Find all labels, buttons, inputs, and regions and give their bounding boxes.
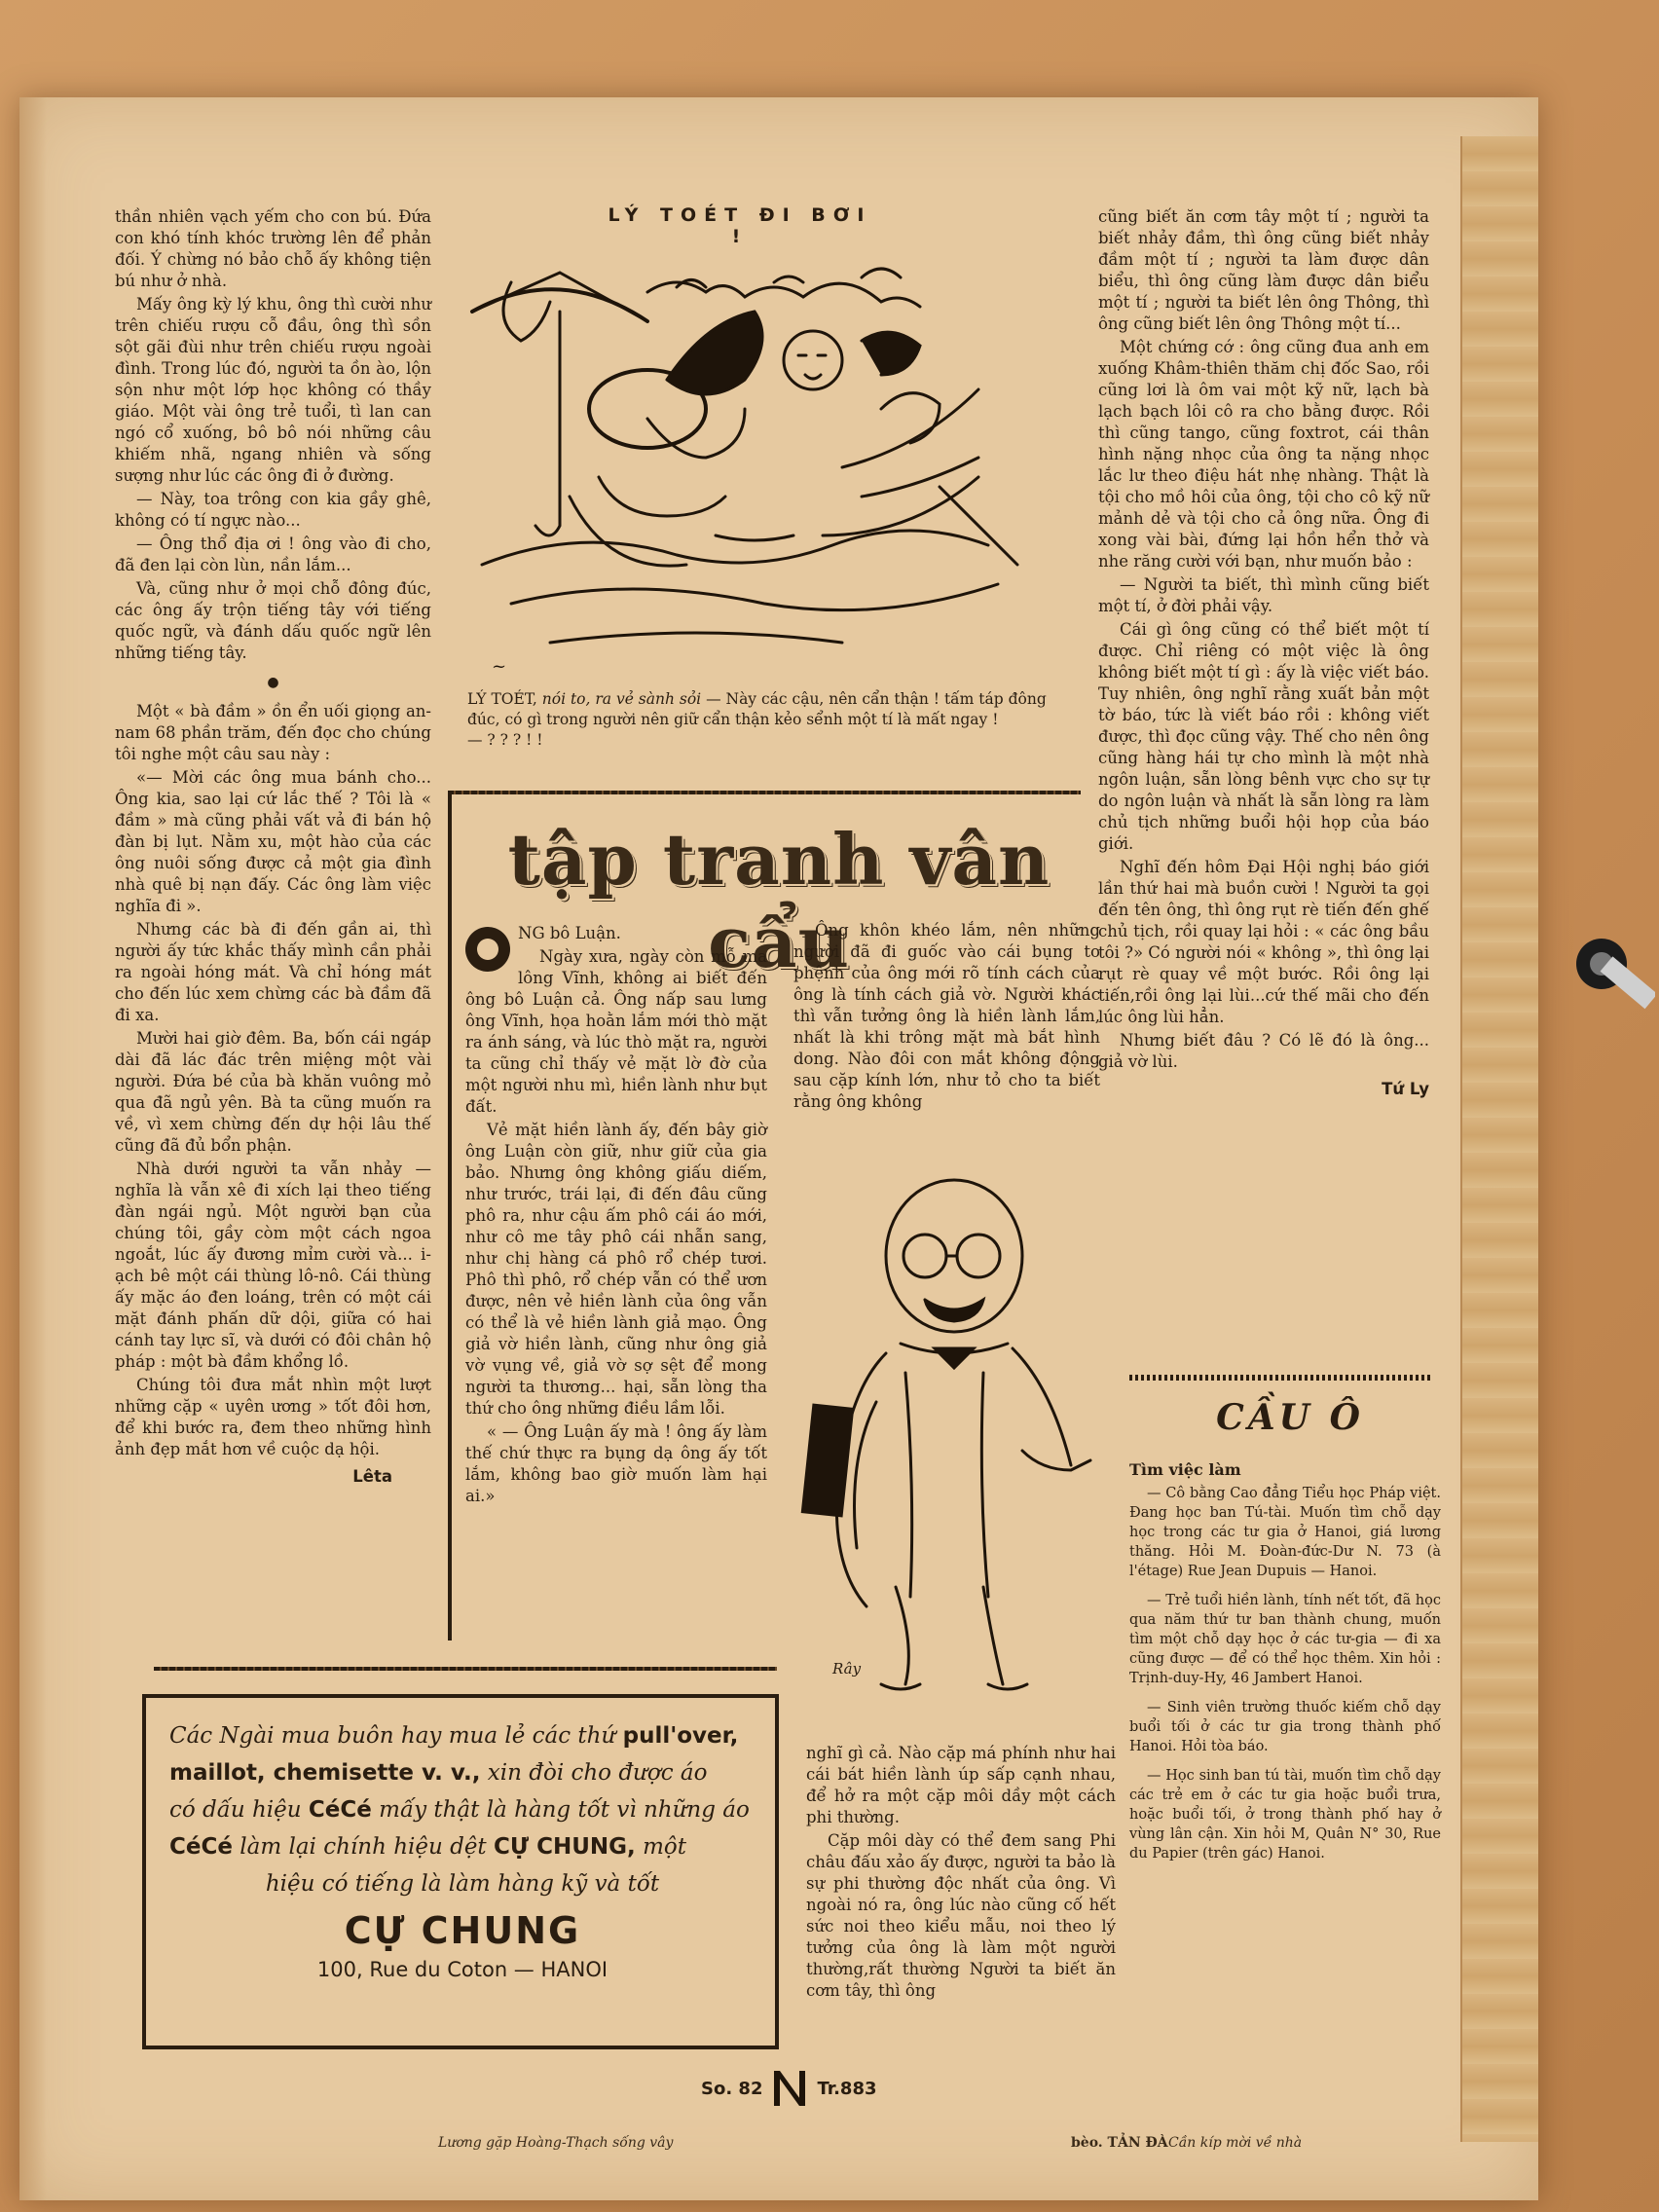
caption-text: — Này các cậu, nên cẩn thận ! tấm táp đông đúc, có gì trong người nên giữ cẩn thận kẻo sểnh một tí là mất ngay !: [467, 690, 1047, 728]
classified-item: — Trẻ tuổi hiền lành, tính nết tốt, đã học qua năm thứ tư ban thành chung, muốn tìm một chỗ dạy học ở các tư-gia — đi xa cũng được — để có thể học thêm. Xin hỏi : Trịnh-duy-Hy, 46 Jambert Hanoi.: [1129, 1593, 1441, 1686]
col4-paragraph: Nhưng biết đâu ? Có lẽ đó là ông... giả vờ lùi.: [1098, 1031, 1429, 1071]
ad-text-segment: một: [643, 1834, 686, 1860]
col1-paragraph: Mười hai giờ đêm. Ba, bốn cái ngáp dài đã lác đác trên miệng một vài người. Đứa bé của bà khăn vuông mỏ qua đã ngủ yên. Bà ta cũng muốn ra về, vì xem chừng đến dự hội lâu thế cũng đã đủ bổn phận.: [115, 1029, 431, 1155]
article-column-b: [793, 920, 1100, 1115]
ad-brand-name: CỰ CHUNG: [344, 1909, 581, 1952]
page-fold-shadow: [19, 97, 47, 2200]
col1-paragraph: thần nhiên vạch yếm cho con bú. Đứa con khó tính khóc trường lên để phản đối. Ý chừng nó bảo chỗ ấy không tiện bú như ở nhà.: [115, 207, 431, 290]
ad-brand-mark: CéCé: [308, 1797, 372, 1823]
cartoon-caption: [467, 689, 1061, 751]
ngay-nay-logo-icon: [770, 2069, 809, 2108]
col4-paragraph: Cái gì ông cũng có thể biết một tí được. Chỉ riêng có một việc là ông không biết một tí gì : ấy là việc viết báo. Tuy nhiên, ông nghĩ rằng xuất bản một tờ báo, tức là viết báo rồi : không viết được, thì đọc cũng vậy. Thế cho nên ông cũng hàng hái tự cho mình là một nhà ngôn luận, sẵn lòng bênh vực cho sự tự do ngôn luận và nhất là sẵn lòng ra làm chủ tịch những buổi hội họp của báo giới.: [1098, 620, 1429, 853]
ad-address: 100, Rue du Coton — HANOI: [316, 1958, 608, 1981]
strip-right-text: Cần kíp mời về nhà: [1168, 2135, 1303, 2151]
cartoon-illustration: [453, 243, 1076, 682]
page-number: Tr.883: [817, 2078, 877, 2099]
ad-text-segment: xin đòi cho được áo: [487, 1760, 708, 1786]
column-1: [115, 206, 431, 1488]
ad-text-segment: hiệu có tiếng là làm hàng kỹ và tốt: [265, 1871, 660, 1897]
col1-signature: Lêta: [352, 1467, 392, 1486]
article-paragraph: NG bô Luận.: [518, 924, 621, 942]
col1-paragraph: Và, cũng như ở mọi chỗ đông đúc, các ông ấy trộn tiếng tây với tiếng quốc ngữ, và đánh dấu quốc ngữ lên những tiếng tây.: [115, 579, 431, 662]
article-paragraph: Ngày xưa, ngày còn mỗ ma lông Vĩnh, không ai biết đến ông bô Luận cả. Ông nấp sau lưng ông Vĩnh, họa hoằn lắm mới thò mặt ra ánh sáng, và lúc thò mặt ra, người ta cũng chỉ thấy vẻ mặt lờ đờ của một người nhu mì, hiền lành như bụt đất.: [465, 947, 767, 1116]
col1-paragraph: Chúng tôi đưa mắt nhìn một lượt những cặp « uyên ương » tốt đôi hơn, để khi bước ra, đem theo những hình ảnh đẹp mắt hơn về cuộc dạ hội.: [115, 1376, 431, 1458]
ad-text-segment: Các Ngài mua buôn hay mua lẻ các thứ: [169, 1723, 616, 1749]
binder-ring-icon: [1567, 915, 1655, 1013]
article-paragraph: Ông khôn khéo lắm, nên những người đã đi guốc vào cái bụng to phệnh của ông mới rõ tính cách của ông là tính cách giả vờ. Người khác thì vẫn tưởng ông là hiền lành lắm, nhất là khi trông mặt mà bắt hình dong. Nào đôi con mắt không động sau cặp kính lớn, như tỏ cho ta biết rằng ông không: [793, 921, 1100, 1111]
ad-text-segment: mấy thật là hàng tốt vì những áo: [379, 1797, 750, 1823]
ad-text-segment: CỰ CHUNG,: [494, 1834, 636, 1860]
caption-speaker: LÝ TOÉT,: [467, 690, 537, 708]
col1-paragraph: — Ông thổ địa ơi ! ông vào đi cho, đã đen lại còn lùn, nần lắm...: [115, 535, 431, 574]
col4-signature: Tứ Ly: [1382, 1080, 1429, 1098]
article-left-rule: [448, 793, 456, 1641]
ad-text-segment: có dấu hiệu: [169, 1797, 302, 1823]
page-edge-stack: [1460, 136, 1538, 2142]
portrait-signature: Rây: [832, 1660, 862, 1677]
article-paragraph: Cặp môi dày có thể đem sang Phi châu đấu xảo ấy được, người ta bảo là sự phi thường độc nhất của ông. Vì ngoài nó ra, ông lúc nào cũng cố hết sức noi theo kiểu mẫu, noi theo lý tưởng của ông là làm một người thường,rất thường Người ta biết ăn cơm tây, thì ông: [806, 1831, 1116, 2000]
article-paragraph: « — Ông Luận ấy mà ! ông ấy làm thế chứ thực ra bụng dạ ông ấy tốt lắm, không bao giờ muốn làm hại ai.»: [465, 1422, 767, 1505]
article-paragraph: Vẻ mặt hiền lành ấy, đến bây giờ ông Luận còn giữ, như giữ của gia bảo. Nhưng ông không giấu diếm, như trước, trái lại, đi đến đâu cũng phô ra, như cậu ấm phô cái áo mới, như cô me tây phô cái nhẫn sang, như chị hàng cá phô rổ chép tươi. Phô thì phô, rổ chép vẫn có thể ươn được, nên vẻ hiền lành của ông vẫn có thể là vẻ hiền lành giả mạo. Ông giả vờ hiền lành, cũng như ông giả vờ vụng về, giả vờ sợ sệt để mong người ta thương... hại, sẵn lòng tha thứ cho ông những điều lầm lỗi.: [465, 1121, 767, 1418]
col1-paragraph: — Này, toa trông con kia gầy ghê, không có tí ngực nào...: [115, 490, 431, 530]
dropcap-o: [465, 927, 510, 972]
caption-reply: — ? ? ? ! !: [467, 731, 543, 749]
col1-paragraph: Mấy ông kỳ lý khu, ông thì cười như trên chiếu rượu cỗ đầu, ông thì sồn sột gãi đùi như trên chiếu rượu ngoài đình. Trong lúc đó, người ta ồn ào, lộn sộn như một lớp học không có thầy giáo. Một vài ông trẻ tuổi, tì lan can ngó cổ xuống, bô bô nói những câu khiếm nhã, ngang nhiên và sống sượng như lúc các ông đi ở đường.: [115, 295, 431, 485]
col4-paragraph: Một chứng cớ : ông cũng đua anh em xuống Khâm-thiên thăm chị đốc Sao, rồi cũng lơi là ôm vai một kỹ nữ, lạch bà lạch bạch lôi cô ra cho bằng được. Rồi thì cũng tango, cũng foxtrot, cái thân hình nặng nhọc của ông ta nặng nhọc lắc lư theo điệu hát nhẹ nhàng. Thật là tội cho mồ hôi của ông, tội cho cô kỹ nữ mảnh dẻ và tội cho cả ông nữa. Ông đi xong vài bài, đứng lại hồn hển thở và nhe răng cười với bạn, như muốn bảo :: [1098, 338, 1429, 571]
page-footer: [701, 2069, 954, 2108]
classified-item: — Sinh viên trường thuốc kiếm chỗ dạy buổi tối ở các tư gia trong thành phố Hanoi. Hỏi tòa báo.: [1129, 1700, 1441, 1754]
col1-paragraph: Một « bà đầm » ồn ển uối giọng an-nam 68 phần trăm, đến đọc cho chúng tôi nghe một câu sau này :: [115, 702, 431, 763]
col1-paragraph: Nhưng các bà đi đến gần ai, thì người ấy tức khắc thấy mình cần phải ra ngoài hóng mát. Và chỉ hóng mát cho đến lúc xem chừng các bà đầm đã đi xa.: [115, 920, 431, 1024]
classified-item: — Cô bằng Cao đẳng Tiểu học Pháp việt. Đang học ban Tú-tài. Muốn tìm chỗ dạy học trong các tư gia ở Hanoi, giá lương thăng. Hỏi M. Đoàn-đức-Dư N. 73 (à l'étage) Rue Jean Dupuis — Hanoi.: [1129, 1486, 1441, 1579]
ad-body: [169, 1717, 756, 1902]
ad-text-segment: pull'over,: [622, 1723, 739, 1749]
article-top-rule: [448, 791, 1081, 794]
strip-left-text: Lương gặp Hoàng-Thạch sống vây: [438, 2135, 674, 2151]
article-paragraph: nghĩ gì cả. Nào cặp má phính như hai cái bát hiền lành úp sấp cạnh nhau, để hở ra một cặp môi dầy một cách phi thường.: [806, 1744, 1116, 1826]
strip-mid-text: bèo. TẢN ĐÀ: [1071, 2135, 1168, 2151]
article-column-a: [465, 923, 767, 1509]
classifieds-heading: Tìm việc làm: [1129, 1460, 1241, 1479]
ad-top-rule: [154, 1667, 777, 1671]
portrait-caricature: [789, 1178, 1110, 1704]
bottom-strip: [409, 2127, 1441, 2166]
col1-paragraph: Nhà dưới người ta vẫn nhảy — nghĩa là vẫn xê đi xích lại theo tiếng đàn ngái ngủ. Một người bạn của chúng tôi, gầy còm một cách ngoa ngoắt, lúc ấy đương mỉm cười và... i-ạch bê một cái thùng lô-nô. Cái thùng ấy mặc áo đen loáng, trên có một cái mặt đánh phấn dữ dội, giữa có hai cánh tay lực sĩ, và dưới có đôi chân hộ pháp : một bà đầm khổng lồ.: [115, 1160, 431, 1371]
classifieds-title: CẦU Ô: [1216, 1397, 1364, 1438]
col1-paragraph: «— Mời các ông mua bánh cho... Ông kia, sao lại cứ lắc thế ? Tôi là « đầm » mà cũng phải vất vả đi bán hộ đàn bị lụt. Nằm xu, một hào của các ông nuôi sống được cả một gia đình nhà quê bị nạn đấy. Các ông làm việc nghĩa đi ».: [115, 768, 431, 915]
swimmers-waves: [647, 282, 920, 307]
classified-item: — Học sinh ban tú tài, muốn tìm chỗ dạy các trẻ em ở các tư gia hoặc buổi trưa, hoặc buổi tối, ở trong thành phố hay ở vùng lân cận. Xin hỏi M, Quân N° 30, Rue du Papier (trên gác) Hanoi.: [1129, 1768, 1441, 1862]
article-title: tập tranh vân cẩu: [507, 818, 1051, 983]
ad-text-segment: maillot, chemisette v. v.,: [169, 1760, 481, 1786]
ad-brand-mark: CéCé: [169, 1834, 233, 1860]
col4-paragraph: — Người ta biết, thì mình cũng biết một tí, ở đời phải vậy.: [1098, 575, 1429, 615]
ad-text-segment: làm lại chính hiệu dệt: [240, 1834, 487, 1860]
cuchung-advertisement: [142, 1694, 779, 2049]
cartoon-title: LÝ TOÉT ĐI BƠI !: [608, 204, 872, 247]
classifieds-section: [1129, 1460, 1441, 1873]
issue-number: So. 82: [701, 2078, 763, 2099]
classifieds-rule: [1129, 1375, 1431, 1381]
col4-paragraph: cũng biết ăn cơm tây một tí ; người ta biết nhảy đầm, thì ông cũng biết nhảy đầm một tí ; người ta làm được dân biểu, thì ông cũng làm được dân biểu một tí ; người ta biết lên ông Thông, thì ông cũng biết lên ông Thông một tí...: [1098, 207, 1429, 333]
column-4: [1098, 206, 1429, 1100]
col4-paragraph: Nghĩ đến hôm Đại Hội nghị báo giới lần thứ hai mà buồn cười ! Người ta gọi đến tên ông, thì ông rụt rè tiến đến ghế chủ tịch, rồi quay lại hỏi : « các ông bầu tôi ?» Có người nói « không », thì ông lại rụt rè quay về một bước. Rồi ông lại tiến,rồi ông lại lùi...cứ thế mãi cho đến lúc ông lùi hẳn.: [1098, 858, 1429, 1026]
article-column-b-bottom: [806, 1743, 1116, 2004]
artist-signature: ~: [492, 656, 507, 677]
section-separator: ●: [267, 675, 279, 690]
caption-aside: nói to, ra vẻ sành sỏi: [541, 690, 702, 708]
